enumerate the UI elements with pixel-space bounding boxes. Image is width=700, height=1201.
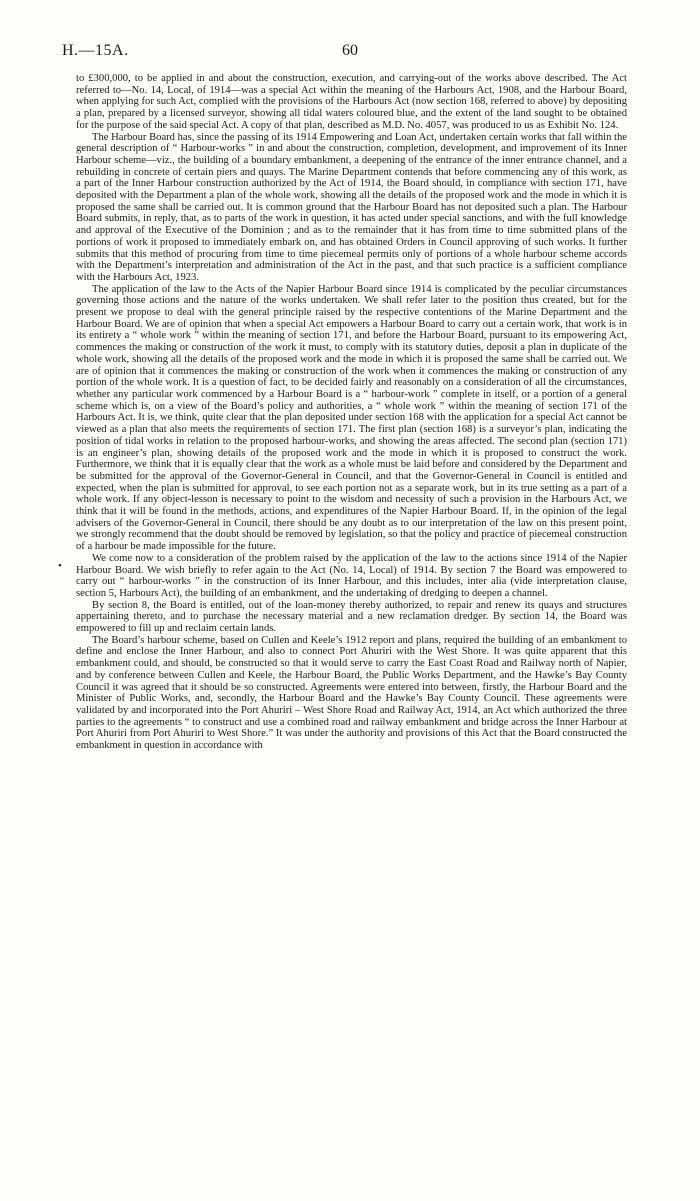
paragraph-5: By section 8, the Board is entitled, out of the loan-money thereby authorized, to repair and renew its quays and structures appertaining thereto, and to purchase the necessary material and a new reclamation dredger. By section 14, the Board was empowered to fill up and reclaim certain lands. (76, 599, 627, 635)
page-number: 60 (342, 42, 358, 59)
paragraph-4: We come now to a consideration of the problem raised by the application of the law to the actions since 1914 of the Napier Harbour Board. We wish briefly to refer again to the Act (No. 14, Local) of 1914. By section 7 the Board was empowered to carry out “ harbour-works ” in the construction of its Inner Harbour, and this includes, inter alia (vide interpretation clause, section 5, Harbours Act), the building of an embankment, and the undertaking of dredging to deepen a channel. (76, 552, 627, 599)
paragraph-2: The Harbour Board has, since the passing of its 1914 Empowering and Loan Act, undertaken certain works that fall within the general description of “ Harbour-works ” in and about the construction, completion, development, and improvement of its Inner Harbour scheme—viz., the building of a boundary embankment, a deepening of the entrance of the inner entrance channel, and a rebuilding in concrete of certain piers and quays. The Marine Department contends that before commencing any of this work, as a part of the Inner Harbour construction authorized by the Act of 1914, the Board should, in compliance with section 171, have deposited with the Department a plan of the whole work, showing all the details of the proposed work and the mode in which it is proposed the same shall be carried out. It is common ground that the Harbour Board has not deposited such a plan. The Harbour Board submits, in reply, that, as to parts of the work in question, it has acted under special sanctions, and with the full knowledge and approval of the Executive of the Dominion ; and as to the remainder that it has from time to time submitted plans of the portions of work it proposed to immediately embark on, and has obtained Orders in Council approving of such works. It further submits that this method of procuring from time to time piecemeal permits only of portions of a whole harbour scheme accords with the Department’s interpretation and administration of the Act in the past, and that such practice is a sufficient compliance with the Harbours Act, 1923. (76, 131, 627, 283)
body-text (76, 73, 627, 752)
paragraph-3: The application of the law to the Acts of the Napier Harbour Board since 1914 is complicated by the peculiar circumstances governing those actions and the nature of the works undertaken. We shall refer later to the position thus created, but for the present we propose to deal with the general principle raised by the respective contentions of the Marine Department and the Harbour Board. We are of opinion that when a special Act empowers a Harbour Board to carry out a certain work, that work is in its entirety a “ whole work ” within the meaning of section 171, and before the Harbour Board, pursuant to its empowering Act, commences the making or construction of the work it must, to comply with its statutory duties, deposit a plan in duplicate of the whole work, showing all the details of the proposed work and the mode in which it is proposed the same shall be carried out. We are of opinion that it commences the making or construction of the work when it commences the making or construction of any portion of the whole work. It is a question of fact, to be decided fairly and reasonably on a consideration of all the circumstances, whether any particular work commenced by a Harbour Board is a “ harbour-work ” complete in itself, or a portion of a general scheme which is, on a view of the Board’s policy and authorities, a “ whole work ” within the meaning of section 171 of the Harbours Act. It is, we think, quite clear that the plan deposited under section 168 with the application for a special Act cannot be viewed as a plan that also meets the requirements of section 171. The first plan (section 168) is a surveyor’s plan, indicating the position of tidal works in relation to the proposed harbour-works, and showing the areas affected. The second plan (section 171) is an engineer’s plan, showing details of the proposed work and the mode in which it is proposed to construct the work. Furthermore, we think that it is equally clear that the work as a whole must be laid before and considered by the Department and be submitted for the approval of the Governor-General in Council, and that the Governor-General in Council is entitled and expected, when the plan is submitted for approval, to see each portion not as a separate work, but in its true setting as a part of a whole work. If any object-lesson is necessary to point to the wisdom and necessity of such a provision in the Harbours Act, we think that it will be found in the methods, actions, and expenditures of the Napier Harbour Board. If, in the opinion of the legal advisers of the Governor-General in Council, there should be any doubt as to our interpretation of the law on this present point, we strongly recommend that the doubt should be removed by legislation, so that the policy and practice of piecemeal construction of a harbour be made impossible for the future. (76, 283, 627, 553)
document-reference: H.—15A. (62, 42, 129, 59)
page-header (62, 42, 638, 64)
margin-bullet: • (58, 560, 62, 572)
paragraph-6: The Board’s harbour scheme, based on Cullen and Keele’s 1912 report and plans, required the building of an embankment to define and enclose the Inner Harbour, and also to connect Port Ahuriri with the West Shore. It was quite apparent that this embankment could, and should, be constructed so that it would serve to carry the East Coast Road and Railway north of Napier, and by conference between Cullen and Keele, the Harbour Board, the Public Works Department, and the Hawke’s Bay County Council it was agreed that it should be so constructed. Agreements were entered into between, firstly, the Harbour Board and the Minister of Public Works, and, secondly, the Harbour Board and the Hawke’s Bay County Council. These agreements were validated by and incorporated into the Port Ahuriri – West Shore Road and Railway Act, 1914, an Act which authorized the three parties to the agreements “ to construct and use a combined road and railway embankment and bridge across the Inner Harbour at Port Ahuriri from Port Ahuriri to West Shore.” It was under the authority and provisions of this Act that the Board constructed the embankment in question in accordance with (76, 634, 627, 752)
paragraph-1: to £300,000, to be applied in and about the construction, execution, and carrying-out of the works above described. The Act referred to—No. 14, Local, of 1914—was a special Act within the meaning of the Harbours Act, 1908, and the Harbour Board, when applying for such Act, complied with the provisions of the Harbours Act (now section 168, referred to above) by depositing a plan, prepared by a licensed surveyor, showing all tidal waters coloured blue, and the extent of the land sought to be obtained for the purpose of the said special Act. A copy of that plan, described as M.D. No. 4057, was produced to us as Exhibit No. 124. (76, 73, 627, 131)
